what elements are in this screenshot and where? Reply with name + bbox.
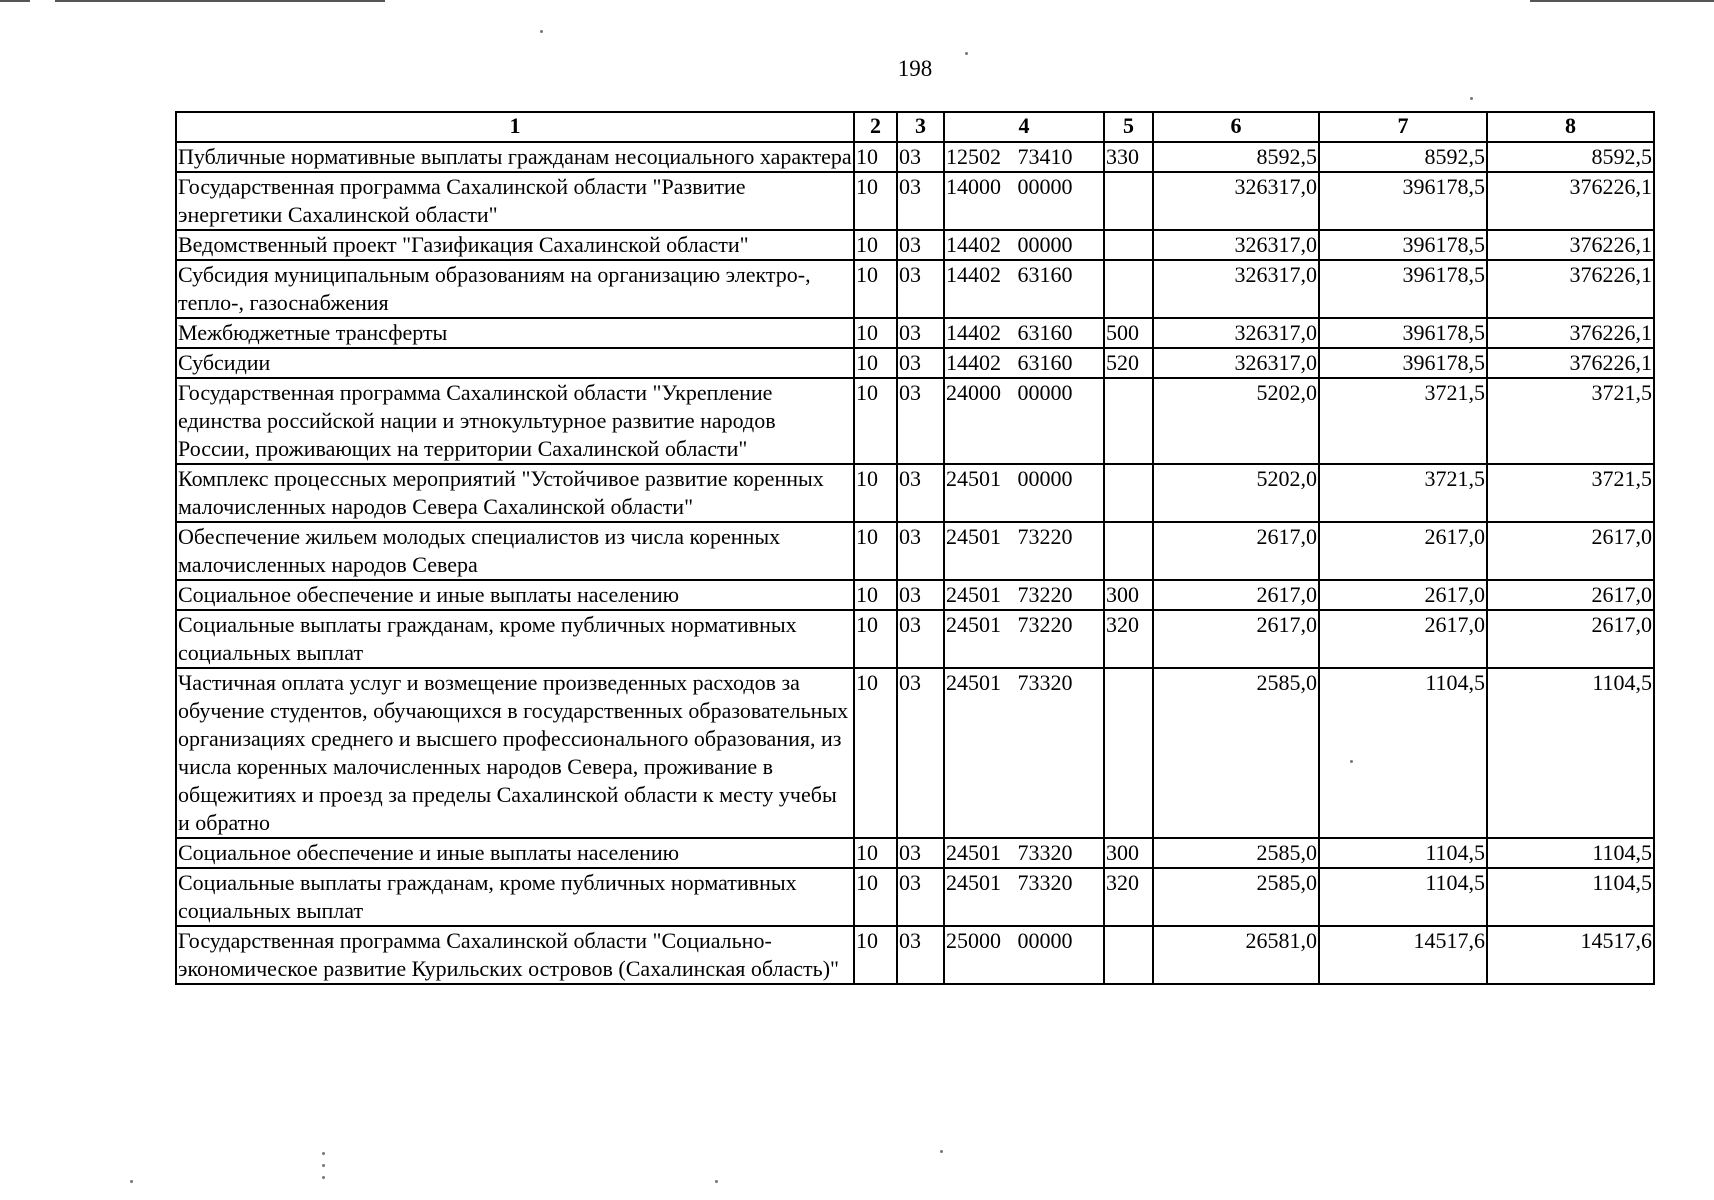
amount-col7-cell: 396178,5 — [1319, 348, 1487, 378]
table-row — [176, 318, 1654, 348]
subsection-code-cell: 03 — [897, 580, 944, 610]
row-name-cell: Частичная оплата услуг и возмещение произведенных расходов за обучение студентов, обучающихся в государственных образовательных организациях среднего и высшего профессионального образования, из числа коренных малочисленных народов Севера, проживание в общежитиях и проезд за пределы Сахалинской области к месту учебы и обратно — [176, 668, 854, 838]
expense-type-code-cell: 320 — [1104, 868, 1153, 926]
table-row — [176, 668, 1654, 838]
row-name-cell: Социальные выплаты гражданам, кроме публичных нормативных социальных выплат — [176, 610, 854, 668]
target-article-code-cell: 14402 63160 — [944, 260, 1104, 318]
amount-col8-cell: 376226,1 — [1487, 348, 1654, 378]
column-header: 3 — [897, 112, 944, 142]
expense-type-code-cell — [1104, 260, 1153, 318]
column-header: 1 — [176, 112, 854, 142]
expense-type-code-cell — [1104, 230, 1153, 260]
expense-type-code-cell — [1104, 172, 1153, 230]
section-code-cell: 10 — [854, 172, 897, 230]
target-article-code-cell: 24501 73220 — [944, 580, 1104, 610]
row-name-cell: Государственная программа Сахалинской области "Социально-экономическое развитие Курильских островов (Сахалинская область)" — [176, 926, 854, 984]
table-row — [176, 260, 1654, 318]
subsection-code-cell: 03 — [897, 172, 944, 230]
expense-type-code-cell: 300 — [1104, 580, 1153, 610]
subsection-code-cell: 03 — [897, 522, 944, 580]
column-header: 8 — [1487, 112, 1654, 142]
amount-col6-cell: 2617,0 — [1153, 522, 1319, 580]
expense-type-code-cell: 500 — [1104, 318, 1153, 348]
amount-col8-cell: 376226,1 — [1487, 260, 1654, 318]
scan-speck — [1350, 760, 1353, 763]
amount-col7-cell: 396178,5 — [1319, 230, 1487, 260]
amount-col7-cell: 3721,5 — [1319, 378, 1487, 464]
amount-col7-cell: 2617,0 — [1319, 522, 1487, 580]
row-name-cell: Обеспечение жильем молодых специалистов из числа коренных малочисленных народов Севера — [176, 522, 854, 580]
subsection-code-cell: 03 — [897, 464, 944, 522]
amount-col6-cell: 5202,0 — [1153, 464, 1319, 522]
table-row — [176, 172, 1654, 230]
column-header: 7 — [1319, 112, 1487, 142]
target-article-code-cell: 24501 00000 — [944, 464, 1104, 522]
target-article-code-cell: 14402 00000 — [944, 230, 1104, 260]
scan-speck — [715, 1180, 718, 1183]
expense-type-code-cell: 520 — [1104, 348, 1153, 378]
scan-speck — [965, 52, 968, 55]
section-code-cell: 10 — [854, 868, 897, 926]
section-code-cell: 10 — [854, 230, 897, 260]
amount-col6-cell: 5202,0 — [1153, 378, 1319, 464]
section-code-cell: 10 — [854, 348, 897, 378]
target-article-code-cell: 14000 00000 — [944, 172, 1104, 230]
amount-col8-cell: 3721,5 — [1487, 464, 1654, 522]
row-name-cell: Государственная программа Сахалинской области "Укрепление единства российской нации и этнокультурное развитие народов России, проживающих на территории Сахалинской области" — [176, 378, 854, 464]
subsection-code-cell: 03 — [897, 230, 944, 260]
row-name-cell: Государственная программа Сахалинской области "Развитие энергетики Сахалинской области" — [176, 172, 854, 230]
table-row — [176, 464, 1654, 522]
amount-col8-cell: 376226,1 — [1487, 230, 1654, 260]
subsection-code-cell: 03 — [897, 260, 944, 318]
subsection-code-cell: 03 — [897, 838, 944, 868]
column-header: 5 — [1104, 112, 1153, 142]
row-name-cell: Социальное обеспечение и иные выплаты населению — [176, 580, 854, 610]
budget-table — [175, 111, 1655, 985]
amount-col8-cell: 376226,1 — [1487, 318, 1654, 348]
table-row — [176, 378, 1654, 464]
expense-type-code-cell: 320 — [1104, 610, 1153, 668]
expense-type-code-cell: 300 — [1104, 838, 1153, 868]
amount-col8-cell: 2617,0 — [1487, 522, 1654, 580]
amount-col7-cell: 3721,5 — [1319, 464, 1487, 522]
table-row — [176, 610, 1654, 668]
table-row — [176, 142, 1654, 172]
column-header: 6 — [1153, 112, 1319, 142]
target-article-code-cell: 24501 73320 — [944, 838, 1104, 868]
scan-speck — [322, 1176, 325, 1179]
target-article-code-cell: 24501 73220 — [944, 610, 1104, 668]
target-article-code-cell: 24501 73320 — [944, 668, 1104, 838]
subsection-code-cell: 03 — [897, 318, 944, 348]
expense-type-code-cell: 330 — [1104, 142, 1153, 172]
amount-col7-cell: 14517,6 — [1319, 926, 1487, 984]
table-row — [176, 580, 1654, 610]
scan-speck — [1470, 97, 1473, 100]
row-name-cell: Субсидии — [176, 348, 854, 378]
amount-col6-cell: 8592,5 — [1153, 142, 1319, 172]
expense-type-code-cell — [1104, 464, 1153, 522]
section-code-cell: 10 — [854, 610, 897, 668]
amount-col8-cell: 1104,5 — [1487, 668, 1654, 838]
table-header-row — [176, 112, 1654, 142]
row-name-cell: Комплекс процессных мероприятий "Устойчивое развитие коренных малочисленных народов Севера Сахалинской области" — [176, 464, 854, 522]
amount-col7-cell: 396178,5 — [1319, 260, 1487, 318]
section-code-cell: 10 — [854, 926, 897, 984]
amount-col8-cell: 1104,5 — [1487, 838, 1654, 868]
target-article-code-cell: 12502 73410 — [944, 142, 1104, 172]
subsection-code-cell: 03 — [897, 926, 944, 984]
scan-edge-line — [0, 0, 30, 2]
section-code-cell: 10 — [854, 464, 897, 522]
row-name-cell: Субсидия муниципальным образованиям на организацию электро-, тепло-, газоснабжения — [176, 260, 854, 318]
amount-col6-cell: 2585,0 — [1153, 838, 1319, 868]
row-name-cell: Публичные нормативные выплаты гражданам несоциального характера — [176, 142, 854, 172]
subsection-code-cell: 03 — [897, 142, 944, 172]
amount-col8-cell: 376226,1 — [1487, 172, 1654, 230]
amount-col8-cell: 1104,5 — [1487, 868, 1654, 926]
page-number: 198 — [897, 56, 933, 81]
row-name-cell: Межбюджетные трансферты — [176, 318, 854, 348]
subsection-code-cell: 03 — [897, 378, 944, 464]
section-code-cell: 10 — [854, 142, 897, 172]
target-article-code-cell: 24501 73220 — [944, 522, 1104, 580]
amount-col6-cell: 2617,0 — [1153, 580, 1319, 610]
table-row — [176, 838, 1654, 868]
scan-edge-line — [1530, 0, 1714, 2]
table-row — [176, 926, 1654, 984]
section-code-cell: 10 — [854, 522, 897, 580]
section-code-cell: 10 — [854, 838, 897, 868]
scan-speck — [322, 1164, 325, 1167]
subsection-code-cell: 03 — [897, 610, 944, 668]
subsection-code-cell: 03 — [897, 868, 944, 926]
table-row — [176, 868, 1654, 926]
scan-edge-line — [55, 0, 385, 2]
amount-col6-cell: 326317,0 — [1153, 318, 1319, 348]
target-article-code-cell: 25000 00000 — [944, 926, 1104, 984]
amount-col7-cell: 1104,5 — [1319, 838, 1487, 868]
amount-col6-cell: 2585,0 — [1153, 868, 1319, 926]
table-row — [176, 230, 1654, 260]
amount-col6-cell: 326317,0 — [1153, 172, 1319, 230]
column-header: 2 — [854, 112, 897, 142]
target-article-code-cell: 14402 63160 — [944, 318, 1104, 348]
table-row — [176, 522, 1654, 580]
amount-col8-cell: 14517,6 — [1487, 926, 1654, 984]
table-body — [176, 142, 1654, 984]
section-code-cell: 10 — [854, 580, 897, 610]
column-header: 4 — [944, 112, 1104, 142]
amount-col7-cell: 1104,5 — [1319, 668, 1487, 838]
amount-col6-cell: 326317,0 — [1153, 260, 1319, 318]
amount-col7-cell: 2617,0 — [1319, 610, 1487, 668]
target-article-code-cell: 24000 00000 — [944, 378, 1104, 464]
section-code-cell: 10 — [854, 260, 897, 318]
amount-col8-cell: 2617,0 — [1487, 580, 1654, 610]
amount-col7-cell: 8592,5 — [1319, 142, 1487, 172]
amount-col8-cell: 2617,0 — [1487, 610, 1654, 668]
scan-speck — [130, 1180, 133, 1183]
row-name-cell: Ведомственный проект "Газификация Сахалинской области" — [176, 230, 854, 260]
target-article-code-cell: 14402 63160 — [944, 348, 1104, 378]
scan-speck — [540, 30, 543, 33]
amount-col6-cell: 326317,0 — [1153, 348, 1319, 378]
amount-col6-cell: 2617,0 — [1153, 610, 1319, 668]
scan-speck — [940, 1150, 943, 1153]
amount-col6-cell: 326317,0 — [1153, 230, 1319, 260]
amount-col8-cell: 8592,5 — [1487, 142, 1654, 172]
row-name-cell: Социальные выплаты гражданам, кроме публичных нормативных социальных выплат — [176, 868, 854, 926]
amount-col7-cell: 396178,5 — [1319, 318, 1487, 348]
expense-type-code-cell — [1104, 926, 1153, 984]
expense-type-code-cell — [1104, 668, 1153, 838]
section-code-cell: 10 — [854, 318, 897, 348]
amount-col8-cell: 3721,5 — [1487, 378, 1654, 464]
amount-col6-cell: 2585,0 — [1153, 668, 1319, 838]
target-article-code-cell: 24501 73320 — [944, 868, 1104, 926]
scan-speck — [322, 1152, 325, 1155]
subsection-code-cell: 03 — [897, 348, 944, 378]
section-code-cell: 10 — [854, 378, 897, 464]
table-row — [176, 348, 1654, 378]
amount-col6-cell: 26581,0 — [1153, 926, 1319, 984]
expense-type-code-cell — [1104, 378, 1153, 464]
row-name-cell: Социальное обеспечение и иные выплаты населению — [176, 838, 854, 868]
amount-col7-cell: 396178,5 — [1319, 172, 1487, 230]
subsection-code-cell: 03 — [897, 668, 944, 838]
amount-col7-cell: 1104,5 — [1319, 868, 1487, 926]
expense-type-code-cell — [1104, 522, 1153, 580]
amount-col7-cell: 2617,0 — [1319, 580, 1487, 610]
section-code-cell: 10 — [854, 668, 897, 838]
